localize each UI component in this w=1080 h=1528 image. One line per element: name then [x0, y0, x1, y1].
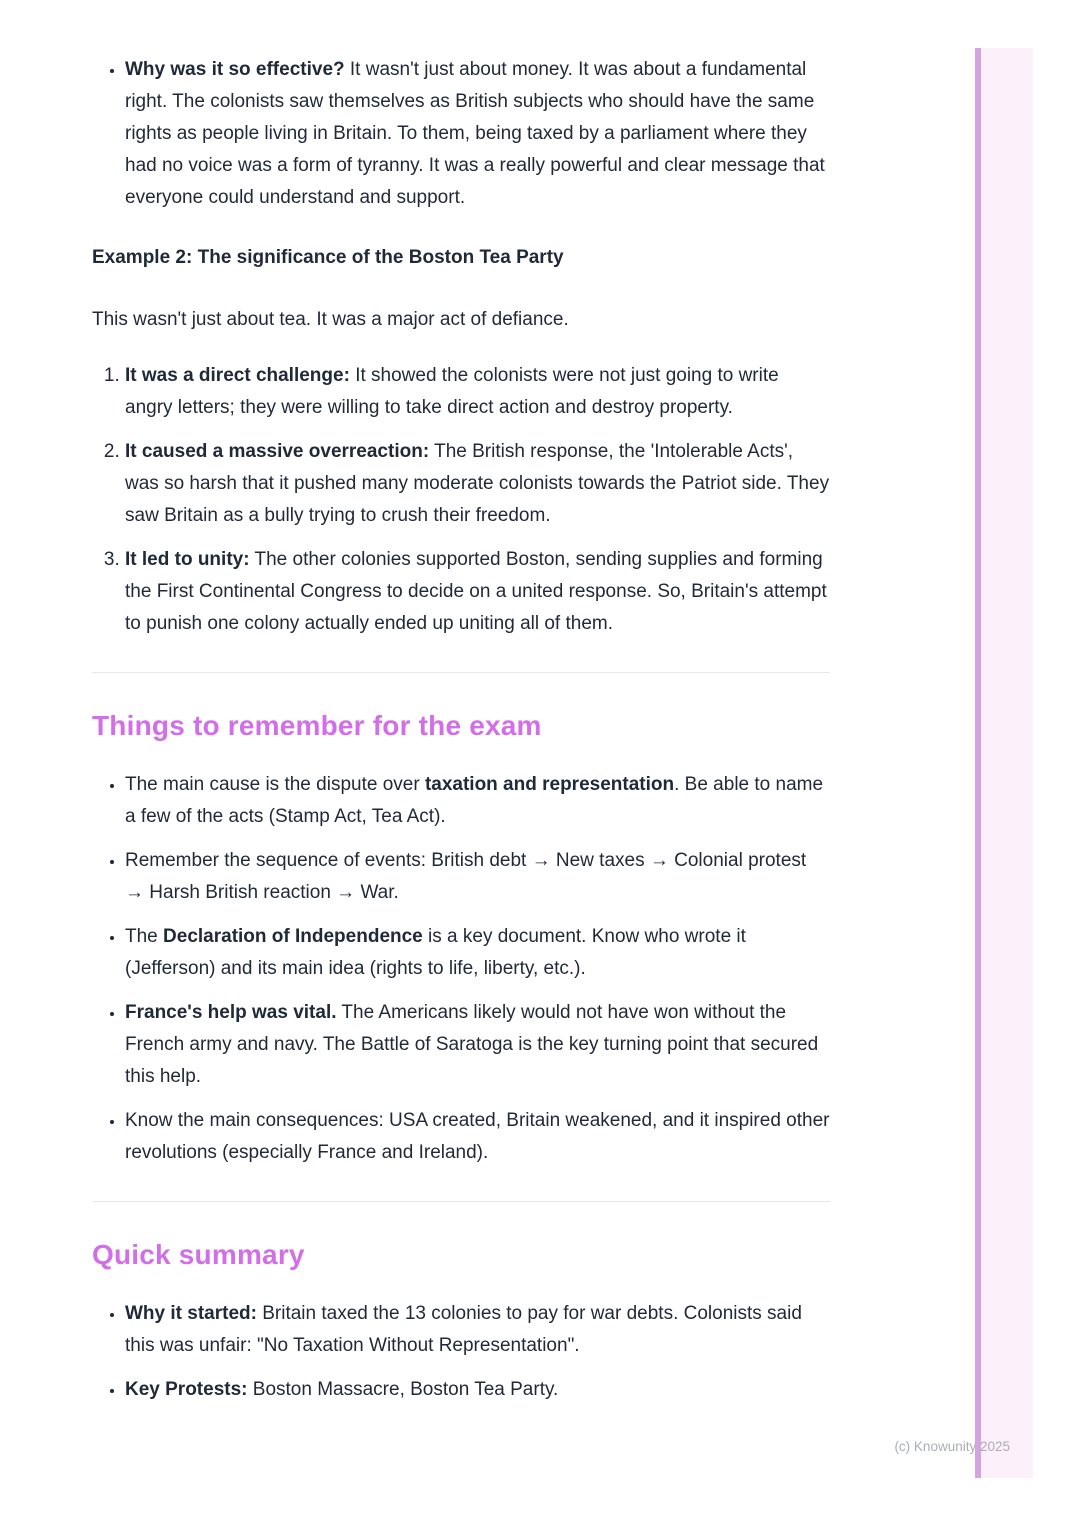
list-item [125, 436, 830, 532]
exam-bullet-list [92, 769, 830, 1169]
item-bold: France's help was vital. [125, 1002, 337, 1023]
item-text-post: The Americans likely would not have won without the French army and navy. The Battle of Saratoga is the key turning point that secured this help. [125, 1002, 819, 1087]
list-item [125, 921, 830, 985]
exam-section-heading: Things to remember for the exam [92, 710, 542, 741]
section-divider [92, 672, 830, 673]
item-text-pre: Know the main consequences: USA created, Britain weakened, and it inspired other revolutions (especially France and Ireland). [125, 1110, 830, 1163]
item-text-pre: The [125, 926, 164, 947]
item-text: The other colonies supported Boston, sending supplies and forming the First Continental Congress to decide on a united response. So, Britain's attempt to punish one colony actually ended up uniting all of them. [125, 549, 827, 634]
page-edge-panel [981, 48, 1033, 1478]
item-text-post: . Be able to name a few of the acts (Stamp Act, Tea Act). [125, 774, 824, 827]
list-item [125, 845, 830, 909]
example2-heading: Example 2: The significance of the Boston Tea Party [92, 247, 564, 268]
item-bold-lead: Key Protests: [125, 1379, 248, 1400]
item-text-pre: Remember the sequence of events: British debt → New taxes → Colonial protest → Harsh British reaction → War. [125, 850, 807, 903]
section-divider [92, 1201, 830, 1202]
intro-bullet-list [92, 54, 830, 214]
example2-intro: This wasn't just about tea. It was a major act of defiance. [92, 309, 569, 330]
item-bold: Declaration of Independence [163, 926, 423, 947]
list-item [125, 54, 830, 214]
item-bold-lead: It led to unity: [125, 549, 250, 570]
item-bold-lead: It caused a massive overreaction: [125, 441, 430, 462]
list-item [125, 544, 830, 640]
list-item [125, 1298, 830, 1362]
example2-numbered-list [92, 360, 830, 640]
page-edge-decoration [975, 48, 1033, 1478]
item-text: It showed the colonists were not just going to write angry letters; they were willing to take direct action and destroy property. [125, 365, 779, 418]
item-text: Britain taxed the 13 colonies to pay for war debts. Colonists said this was unfair: "No Taxation Without Representation". [125, 1303, 802, 1356]
list-item [125, 360, 830, 424]
copyright-watermark: (c) Knowunity 2025 [894, 1439, 1010, 1454]
item-bold-lead: Why it started: [125, 1303, 257, 1324]
item-bold-lead: Why was it so effective? [125, 59, 345, 80]
item-bold-lead: It was a direct challenge: [125, 365, 350, 386]
list-item [125, 769, 830, 833]
list-item [125, 997, 830, 1093]
item-text: Boston Massacre, Boston Tea Party. [247, 1379, 559, 1400]
summary-bullet-list [92, 1298, 830, 1406]
document-content [92, 54, 830, 1406]
item-text: The British response, the 'Intolerable Acts', was so harsh that it pushed many moderate colonists towards the Patriot side. They saw Britain as a bully trying to crush their freedom. [125, 441, 830, 526]
item-text-pre: The main cause is the dispute over [125, 774, 425, 795]
list-item [125, 1374, 830, 1406]
item-text: It wasn't just about money. It was about a fundamental right. The colonists saw themselves as British subjects who should have the same rights as people living in Britain. To them, being taxed by a parliament where they had no voice was a form of tyranny. It was a really powerful and clear message that everyone could understand and support. [125, 59, 825, 208]
summary-section-heading: Quick summary [92, 1239, 305, 1270]
item-bold: taxation and representation [424, 774, 675, 795]
item-text-post: is a key document. Know who wrote it (Jefferson) and its main idea (rights to life, liberty, etc.). [125, 926, 746, 979]
list-item [125, 1105, 830, 1169]
